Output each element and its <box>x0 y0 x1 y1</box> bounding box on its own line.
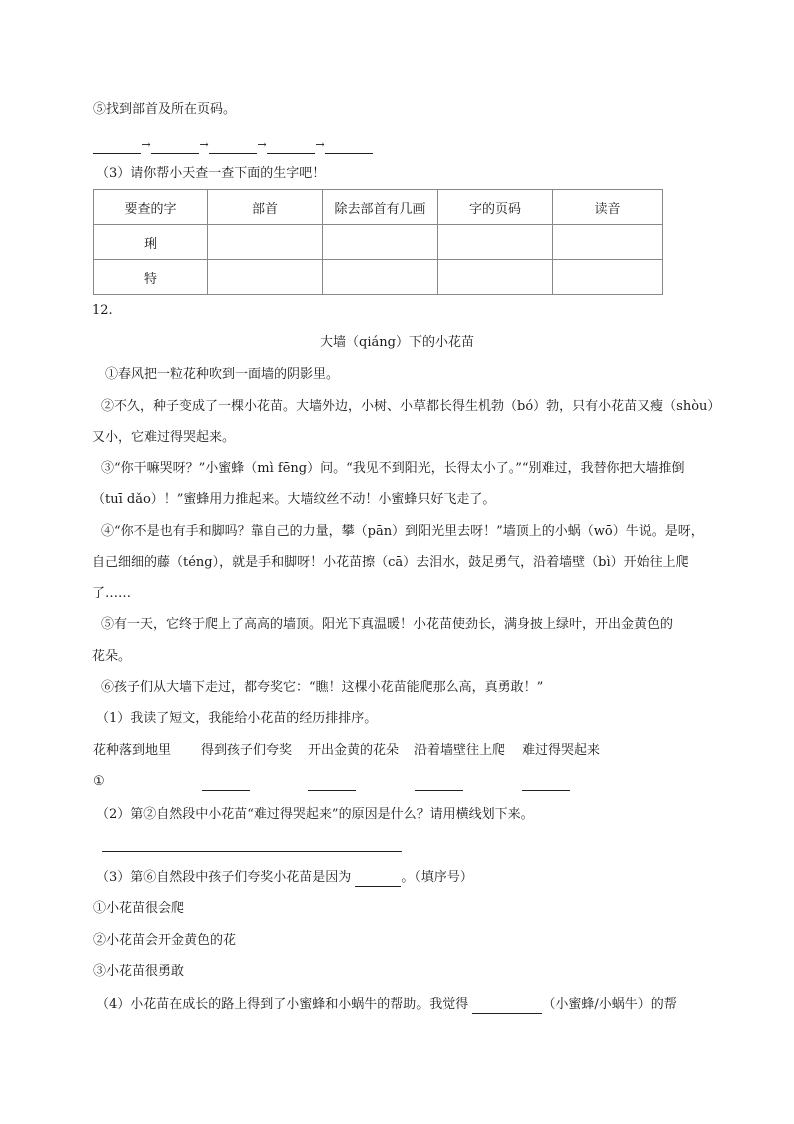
paragraph-4: ④“你不是也有手和脚吗？靠自己的力量，攀（pān）到阳光里去呀！”墙顶上的小蜗（wō）牛说。是呀， <box>101 524 704 539</box>
answer-blank[interactable] <box>325 153 373 154</box>
event-label: 得到孩子们夸奖 <box>201 743 293 758</box>
answer-cell[interactable] <box>438 260 553 295</box>
option-2: ②小花苗会开金黄色的花 <box>93 933 237 948</box>
table-cell: 特 <box>94 260 208 295</box>
q11-sub3-prompt: （3）请你帮小天查一查下面的生字吧！ <box>96 166 326 181</box>
passage-title: 大墙（qiáng）下的小花苗 <box>320 335 474 350</box>
sequence-first-marker: ① <box>93 774 105 789</box>
fill-blank[interactable] <box>355 871 401 887</box>
answer-blank[interactable] <box>151 153 199 154</box>
column-header: 要查的字 <box>94 190 208 225</box>
answer-blank[interactable] <box>209 153 257 154</box>
table-cell: 琍 <box>94 225 208 260</box>
paragraph-3: ③“你干嘛哭呀？”小蜜蜂（mì fēng）问。“我见不到阳光，长得太小了。”“别难过，我替你把大墙推倒 <box>101 461 685 476</box>
column-header: 字的页码 <box>438 190 553 225</box>
table-row <box>94 260 663 295</box>
paragraph-2-cont: 又小，它难过得哭起来。 <box>92 430 236 445</box>
table-row <box>94 225 663 260</box>
step-5-text: ⑤找到部首及所在页码。 <box>93 102 237 117</box>
event-label: 花种落到地里 <box>93 743 172 758</box>
radical-steps-chain <box>93 136 373 154</box>
prompt-after: （小蜜蜂/小蜗牛）的帮 <box>542 997 677 1012</box>
prompt-before: （3）第⑥自然段中孩子们夸奖小花苗是因为 <box>96 870 352 885</box>
paragraph-1: ①春风把一粒花种吹到一面墙的阴影里。 <box>105 367 340 382</box>
paragraph-4-end: 了…… <box>92 586 132 601</box>
sub-question-2-prompt: （2）第②自然段中小花苗“难过得哭起来”的原因是什么？请用横线划下来。 <box>96 807 534 822</box>
sequence-blank[interactable] <box>308 774 356 791</box>
answer-blank[interactable] <box>93 153 141 154</box>
fill-blank[interactable] <box>472 998 542 1014</box>
answer-blank[interactable] <box>267 153 315 154</box>
paragraph-2: ②不久，种子变成了一棵小花苗。大墙外边，小树、小草都长得生机勃（bó）勃，只有小花苗又瘦（shòu） <box>101 399 721 414</box>
column-header: 部首 <box>208 190 323 225</box>
answer-cell[interactable] <box>208 225 323 260</box>
answer-cell[interactable] <box>438 225 553 260</box>
arrow-icon: → <box>315 138 325 151</box>
sub-question-4-prompt <box>96 996 677 1014</box>
long-answer-line[interactable] <box>102 835 402 852</box>
answer-cell[interactable] <box>553 260 663 295</box>
sub-question-1-prompt: （1）我读了短文，我能给小花苗的经历排排序。 <box>96 711 378 726</box>
table-header-row <box>94 190 663 225</box>
event-label: 开出金黄的花朵 <box>308 743 400 758</box>
column-header: 除去部首有几画 <box>323 190 438 225</box>
paragraph-6: ⑥孩子们从大墙下走过，都夸奖它：“瞧！这棵小花苗能爬那么高，真勇敢！” <box>101 680 544 695</box>
sub-question-3-prompt <box>96 869 473 887</box>
option-1: ①小花苗很会爬 <box>93 901 185 916</box>
event-label: 沿着墙壁往上爬 <box>414 743 506 758</box>
event-label: 难过得哭起来 <box>522 743 601 758</box>
answer-cell[interactable] <box>323 260 438 295</box>
prompt-before: （4）小花苗在成长的路上得到了小蜜蜂和小蜗牛的帮助。我觉得 <box>96 997 469 1012</box>
paragraph-5: ⑤有一天，它终于爬上了高高的墙顶。阳光下真温暖！小花苗使劲长，满身披上绿叶，开出金黄色的 <box>101 617 674 632</box>
sequence-blank[interactable] <box>202 774 250 791</box>
arrow-icon: → <box>199 138 209 151</box>
option-3: ③小花苗很勇敢 <box>93 964 185 979</box>
sequence-blank[interactable] <box>415 774 463 791</box>
sequence-blank[interactable] <box>522 774 570 791</box>
paragraph-3-cont: （tuī dǎo）！”蜜蜂用力推起来。大墙纹丝不动！小蜜蜂只好飞走了。 <box>92 492 496 507</box>
paragraph-5-cont: 花朵。 <box>92 649 132 664</box>
prompt-after: 。（填序号） <box>401 870 473 885</box>
arrow-icon: → <box>257 138 267 151</box>
paragraph-4-cont: 自己细细的藤（téng），就是手和脚呀！小花苗擦（cā）去泪水，鼓足勇气，沿着墙壁（bì）开始往上爬 <box>92 555 689 570</box>
question-number: 12. <box>92 303 113 318</box>
answer-cell[interactable] <box>553 225 663 260</box>
arrow-icon: → <box>141 138 151 151</box>
answer-cell[interactable] <box>208 260 323 295</box>
answer-cell[interactable] <box>323 225 438 260</box>
column-header: 读音 <box>553 190 663 225</box>
character-lookup-table <box>93 189 663 295</box>
